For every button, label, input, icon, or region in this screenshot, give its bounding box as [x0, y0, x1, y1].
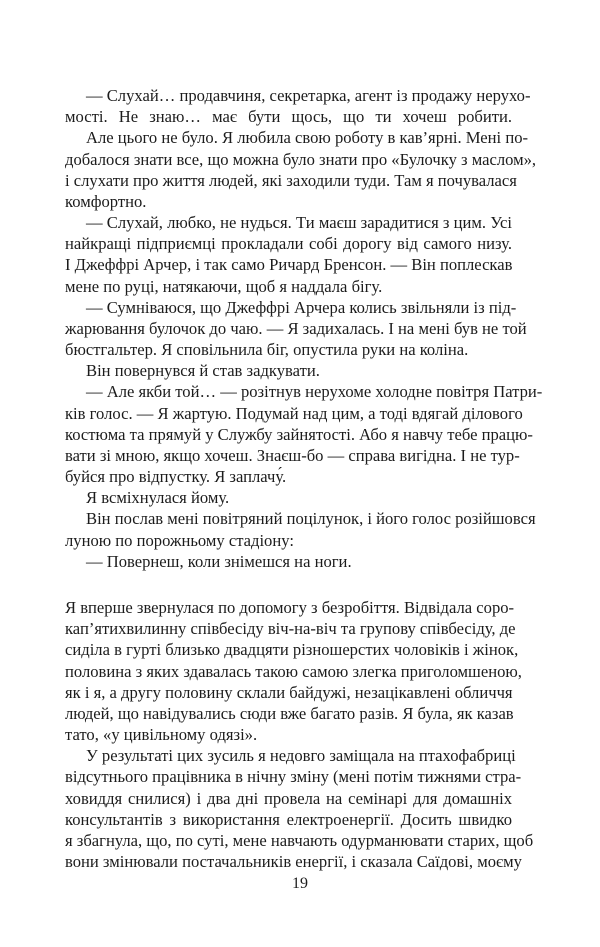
text-line: — Слухай… продавчиня, секретарка, агент із продажу нерухо- [86, 86, 531, 105]
text-line: добалося знати все, що можна було знати про «Булочку з маслом», [65, 149, 537, 169]
text-line: я збагнула, що, по суті, мене навчають одурманювати старих, щоб [65, 830, 534, 850]
text-line: тато, «у цивільному одязі». [65, 725, 258, 744]
text-line: відсутнього працівника в нічну зміну (мені потім тижнями стра- [65, 767, 522, 787]
text-line: Він послав мені повітряний поцілунок, і його голос розійшовся [86, 509, 536, 529]
page-number: 19 [292, 875, 308, 892]
text-line: — Повернеш, коли знімешся на ноги. [86, 551, 352, 571]
text-line: У результаті цих зусиль я недовго заміщала на птахофабриці [86, 746, 516, 766]
text-line: мене по руці, натякаючи, щоб я наддала бігу. [65, 276, 383, 296]
text-line: — Слухай, любко, не нудься. Ти маєш зарадитися з цим. Усі [86, 213, 512, 232]
text-line: Але цього не було. Я любила свою роботу в кав’ярні. Мені по- [86, 128, 529, 148]
text-line: комфортно. [65, 191, 147, 211]
text-line: мості. Не знаю… має бути щось, що ти хочеш робити. [65, 107, 512, 127]
text-line: кап’ятихвилинну співбесіду віч-на-віч та групову співбесіду, де [65, 619, 516, 639]
text-line: — Сумніваюся, що Джеффрі Арчера колись звільняли із під- [86, 297, 517, 317]
text-line: — Але якби той… — розітнув нерухоме холодне повітря Патри- [86, 382, 543, 402]
text-line: Він повернувся й став задкувати. [86, 361, 320, 381]
text-line: найкращі підприємці прокладали собі дорогу від самого низу. [65, 234, 512, 254]
text-line: вати зі мною, якщо хочеш. Знаєш-бо — справа вигідна. І не тур- [65, 445, 520, 465]
text-line: І Джеффрі Арчер, і так само Ричард Бренсон. — Він поплескав [65, 255, 513, 275]
text-line: бюстгальтер. Я сповільнила біг, опустила руки на коліна. [65, 340, 469, 360]
text-line: Я вперше звернулася по допомогу з безробіття. Відвідала соро- [65, 597, 515, 617]
text-line: людей, що навідувались сюди вже багато разів. Я була, як казав [65, 703, 514, 723]
text-line: ків голос. — Я жартую. Подумай над цим, а тоді вдягай ділового [65, 403, 523, 423]
text-line: вони змінювали постачальників енергії, і сказала Саїдові, моєму [65, 852, 522, 871]
text-line: луною по порожньому стадіону: [65, 530, 294, 550]
text-line: консультантів з використання електроенергії. Досить швидко [65, 809, 512, 829]
text-line: буйся про відпустку. Я заплачу́. [65, 467, 287, 487]
text-line: і слухати про життя людей, які заходили туди. Там я почувалася [65, 170, 517, 190]
text-line: Я всміхнулася йому. [86, 488, 230, 508]
text-line: сиділа в гурті близько двадцяти різношерстих чоловіків і жінок, [65, 640, 519, 660]
text-line: половина з яких здавалась такою самою злегка приголомшеною, [65, 661, 522, 681]
text-line: костюма та прямуй у Службу зайнятості. Або я навчу тебе працю- [65, 424, 533, 444]
text-line: як і я, а другу половину склали байдужі, незацікавлені обличчя [65, 682, 513, 702]
text-line: ховиддя снилися) і два дні провела на семінарі для домашніх [65, 788, 512, 808]
text-line: жарювання булочок до чаю. — Я задихалась. І на мені був не той [65, 318, 527, 338]
